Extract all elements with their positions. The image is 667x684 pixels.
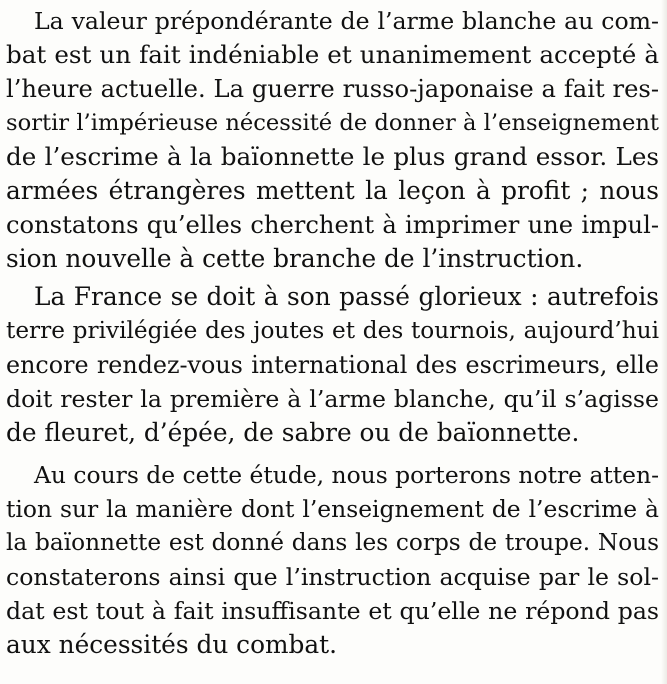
paragraph-3-line-2: tion sur la manière dont l’enseignement de l’escrime à bbox=[6, 495, 659, 523]
paragraph-1-line-2: bat est un fait indéniable et unanimement accepté à bbox=[6, 40, 659, 69]
paragraph-2-line-1: La France se doit à son passé glorieux : autrefois bbox=[34, 282, 659, 311]
paragraph-1-line-8: sion nouvelle à cette branche de l’instruction. bbox=[6, 244, 584, 273]
paragraph-1-line-6: armées étrangères mettent la leçon à profit ; nous bbox=[6, 176, 659, 205]
paragraph-1-line-1: La valeur prépondérante de l’arme blanche au com- bbox=[34, 7, 659, 35]
paragraph-1-line-7: constatons qu’elles cherchent à imprimer une impul- bbox=[6, 211, 659, 239]
paragraph-1-line-4: sortir l’impérieuse nécessité de donner à l’enseignement bbox=[6, 110, 659, 136]
paragraph-3-line-1: Au cours de cette étude, nous porterons notre atten- bbox=[34, 461, 659, 489]
paragraph-3-line-5: dat est tout à fait insuffisante et qu’elle ne répond pas bbox=[6, 597, 659, 625]
paragraph-3-line-4: constaterons ainsi que l’instruction acquise par le sol- bbox=[6, 563, 659, 591]
paragraph-3-line-3: la baïonnette est donné dans les corps de troupe. Nous bbox=[6, 529, 659, 556]
paragraph-2-line-3: encore rendez-vous international des escrimeurs, elle bbox=[6, 351, 659, 379]
paragraph-2-line-4: doit rester la première à l’arme blanche, qu’il s’agisse bbox=[6, 385, 659, 413]
page-edge-shadow bbox=[661, 0, 667, 684]
paragraph-3-line-6: aux nécessités du combat. bbox=[6, 630, 338, 659]
paragraph-1-line-3: l’heure actuelle. La guerre russo-japonaise a fait res- bbox=[6, 75, 659, 103]
paragraph-2-line-5: de fleuret, d’épée, de sabre ou de baïonnette. bbox=[6, 418, 580, 447]
paragraph-1-line-5: de l’escrime à la baïonnette le plus grand essor. Les bbox=[6, 142, 659, 171]
paragraph-2-line-2: terre privilégiée des joutes et des tournois, aujourd’hui bbox=[6, 317, 659, 344]
